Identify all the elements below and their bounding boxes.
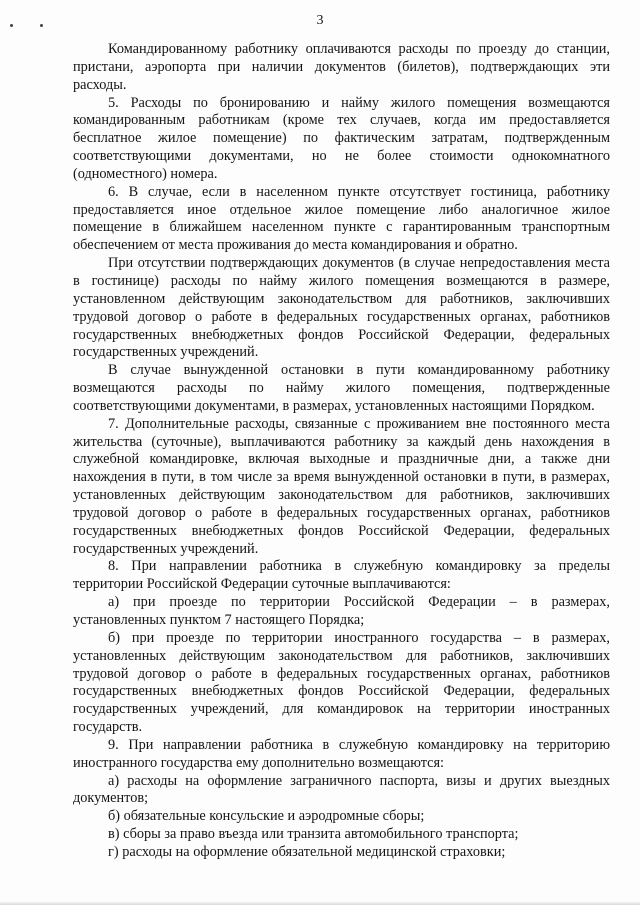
list-item: г) расходы на оформление обязательной медицинской страховки; xyxy=(108,843,506,860)
paragraph: 8. При направлении работника в служебную командировку за пределы территории Российской Федерации суточные выплачиваются: xyxy=(73,558,610,593)
list-item: а) расходы на оформление заграничного паспорта, визы и других выездных документов; xyxy=(73,772,610,807)
list-item: а) при проезде по территории Российской Федерации – в размерах, установленных пунктом 7 настоящего Порядка; xyxy=(73,594,610,628)
paragraph: 9. При направлении работника в служебную командировку на территорию иностранного государства ему дополнительно возмещаются: xyxy=(73,736,610,771)
list-item: в) сборы за право въезда или транзита автомобильного транспорта; xyxy=(108,826,519,843)
paragraph: В случае вынужденной остановки в пути командированному работнику возмещаются расходы по найму жилого помещения, подтвержденные соответствующими документами, в размерах, установленных настоящими Порядком. xyxy=(73,362,610,414)
paragraph: Командированному работнику оплачиваются расходы по проезду до станции, пристани, аэропорта при наличии документов (билетов), подтверждающих эти расходы. xyxy=(73,41,610,93)
list-item: б) при проезде по территории иностранного государства – в размерах, установленных действующим законодательством для работников, заключивших трудовой договор о работе в федеральных государственных органах, работников государственных внебюджетных фондов Российской Федерации, федеральных государственных учреждений, для командировок на территории иностранных государств. xyxy=(73,629,610,736)
document-body xyxy=(73,41,610,862)
paragraph: При отсутствии подтверждающих документов (в случае непредоставления места в гостинице) расходы по найму жилого помещения возмещаются в размере, установленном действующим законодательством для работников, заключивших трудовой договор о работе в федеральных государственных органах, работников государственных внебюджетных фондов Российской Федерации, федеральных государственных учреждений. xyxy=(73,255,610,361)
paragraph: 5. Расходы по бронированию и найму жилого помещения возмещаются командированным работникам (кроме тех случаев, когда им предоставляется бесплатное жилое помещение) по фактическим затратам, подтвержденным соответствующими документами, но не более стоимости однокомнатного (одноместного) номера. xyxy=(73,94,610,182)
list-item: б) обязательные консульские и аэродромные сборы; xyxy=(108,808,425,825)
scan-bottom-edge xyxy=(0,901,640,905)
page-number: 3 xyxy=(316,13,324,28)
paragraph: 7. Дополнительные расходы, связанные с проживанием вне постоянного места жительства (суточные), выплачиваются работнику за каждый день нахождения в служебной командировке, включая выходные и праздничные дни, а также дни нахождения в пути, в том числе за время вынужденной остановки в пути, в размерах, установленных действующим законодательством для работников, заключивших трудовой договор о работе в федеральных государственных органах, работников государственных внебюджетных фондов Российской Федерации, федеральных государственных учреждений. xyxy=(73,415,610,557)
paragraph: 6. В случае, если в населенном пункте отсутствует гостиница, работнику предоставляется иное отдельное жилое помещение либо аналогичное жилое помещение в ближайшем населенном пункте с гарантированным транспортным обеспечением от места проживания до места командирования и обратно. xyxy=(73,183,610,254)
